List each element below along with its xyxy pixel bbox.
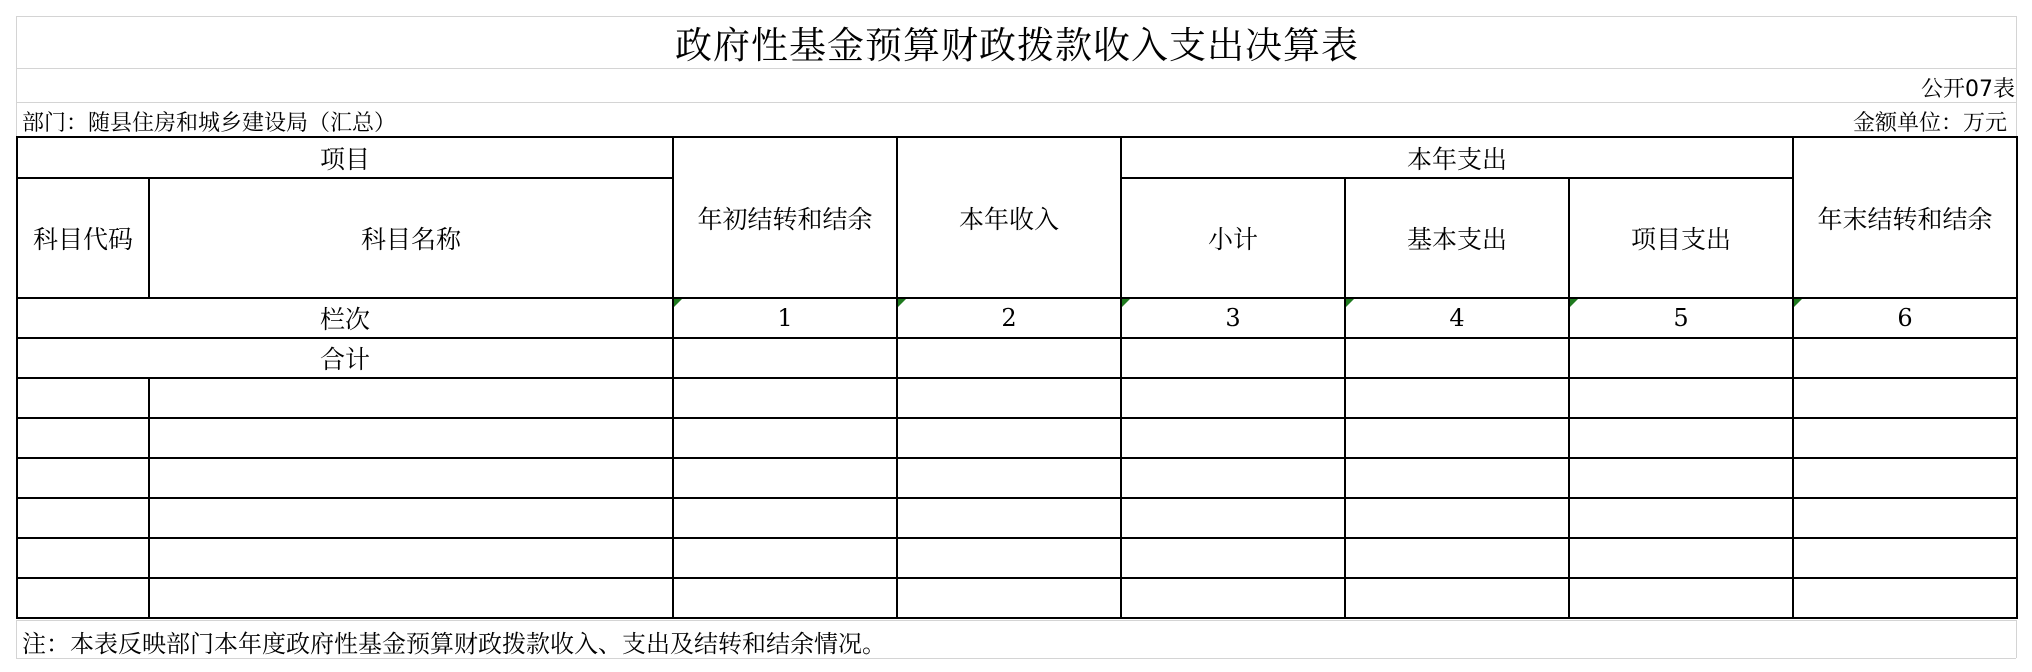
table-cell[interactable] xyxy=(673,418,897,458)
table-cell[interactable] xyxy=(897,458,1121,498)
table-cell[interactable] xyxy=(1121,418,1345,458)
table-cell[interactable] xyxy=(1569,378,1793,418)
table-cell[interactable] xyxy=(673,498,897,538)
table-cell[interactable] xyxy=(1121,578,1345,618)
table-cell[interactable] xyxy=(673,538,897,578)
table-cell[interactable] xyxy=(1569,578,1793,618)
table-cell[interactable] xyxy=(1793,418,2017,458)
total-label: 合计 xyxy=(17,338,673,378)
column-index-cell[interactable]: 1 xyxy=(673,298,897,338)
header-name: 科目名称 xyxy=(149,178,673,298)
table-cell[interactable] xyxy=(1121,338,1345,378)
unit-label: 金额单位：万元 xyxy=(1852,110,2007,136)
header-expense-group: 本年支出 xyxy=(1121,137,1793,178)
table-row xyxy=(17,418,2017,458)
table-cell[interactable] xyxy=(897,418,1121,458)
table-cell[interactable] xyxy=(149,538,673,578)
table-cell[interactable] xyxy=(1345,578,1569,618)
column-index-cell[interactable]: 6 xyxy=(1793,298,2017,338)
header-project: 项目支出 xyxy=(1569,178,1793,298)
header-basic: 基本支出 xyxy=(1345,178,1569,298)
gridline xyxy=(16,620,2016,621)
table-row xyxy=(17,378,2017,418)
gridline xyxy=(16,620,17,658)
table-cell[interactable] xyxy=(1793,578,2017,618)
table-cell[interactable] xyxy=(1121,458,1345,498)
column-index-cell[interactable]: 3 xyxy=(1121,298,1345,338)
department-label: 部门：随县住房和城乡建设局（汇总） xyxy=(22,110,397,136)
table-cell[interactable] xyxy=(1345,458,1569,498)
column-index-cell[interactable]: 5 xyxy=(1569,298,1793,338)
table-row xyxy=(17,498,2017,538)
header-end-balance: 年末结转和结余 xyxy=(1793,137,2017,298)
table-cell[interactable] xyxy=(897,538,1121,578)
table-cell[interactable] xyxy=(673,578,897,618)
table-cell[interactable] xyxy=(1345,378,1569,418)
form-number: 公开07表 xyxy=(1921,76,2015,102)
footnote: 注：本表反映部门本年度政府性基金预算财政拨款收入、支出及结转和结余情况。 xyxy=(22,629,886,658)
budget-table xyxy=(16,136,2018,619)
comment-marker-icon xyxy=(1570,299,1578,307)
table-cell[interactable] xyxy=(1345,338,1569,378)
header-income: 本年收入 xyxy=(897,137,1121,298)
table-cell[interactable] xyxy=(17,538,149,578)
table-cell[interactable] xyxy=(1569,418,1793,458)
comment-marker-icon xyxy=(1122,299,1130,307)
table-cell[interactable] xyxy=(1121,538,1345,578)
comment-marker-icon xyxy=(898,299,906,307)
table-cell[interactable] xyxy=(1121,498,1345,538)
table-cell[interactable] xyxy=(1793,338,2017,378)
header-begin-balance: 年初结转和结余 xyxy=(673,137,897,298)
page-title: 政府性基金预算财政拨款收入支出决算表 xyxy=(675,24,1359,67)
gridline xyxy=(2016,620,2017,658)
table-cell[interactable] xyxy=(1569,458,1793,498)
header-subtotal: 小计 xyxy=(1121,178,1345,298)
table-cell[interactable] xyxy=(1793,458,2017,498)
table-cell[interactable] xyxy=(897,378,1121,418)
table-cell[interactable] xyxy=(1569,498,1793,538)
table-cell[interactable] xyxy=(897,338,1121,378)
column-index-label: 栏次 xyxy=(17,298,673,338)
table-cell[interactable] xyxy=(149,378,673,418)
table-cell[interactable] xyxy=(1345,498,1569,538)
table-cell[interactable] xyxy=(897,498,1121,538)
table-cell[interactable] xyxy=(149,578,673,618)
gridline xyxy=(16,102,2016,103)
table-cell[interactable] xyxy=(897,578,1121,618)
table-row xyxy=(17,578,2017,618)
header-item-group: 项目 xyxy=(17,137,673,178)
table-cell[interactable] xyxy=(17,498,149,538)
table-cell[interactable] xyxy=(149,498,673,538)
table-cell[interactable] xyxy=(1345,418,1569,458)
table-cell[interactable] xyxy=(673,378,897,418)
table-cell[interactable] xyxy=(673,458,897,498)
table-cell[interactable] xyxy=(1345,538,1569,578)
table-cell[interactable] xyxy=(1793,378,2017,418)
table-cell[interactable] xyxy=(1569,538,1793,578)
table-cell[interactable] xyxy=(17,418,149,458)
comment-marker-icon xyxy=(1794,299,1802,307)
header-code: 科目代码 xyxy=(17,178,149,298)
comment-marker-icon xyxy=(674,299,682,307)
table-cell[interactable] xyxy=(1793,538,2017,578)
table-cell[interactable] xyxy=(1793,498,2017,538)
table-cell[interactable] xyxy=(149,418,673,458)
table-cell[interactable] xyxy=(17,578,149,618)
comment-marker-icon xyxy=(1346,299,1354,307)
column-index-cell[interactable]: 2 xyxy=(897,298,1121,338)
table-cell[interactable] xyxy=(17,458,149,498)
table-cell[interactable] xyxy=(673,338,897,378)
table-row xyxy=(17,538,2017,578)
column-index-cell[interactable]: 4 xyxy=(1345,298,1569,338)
table-row xyxy=(17,458,2017,498)
table-cell[interactable] xyxy=(1121,378,1345,418)
table-cell[interactable] xyxy=(149,458,673,498)
table-cell[interactable] xyxy=(17,378,149,418)
table-cell[interactable] xyxy=(1569,338,1793,378)
